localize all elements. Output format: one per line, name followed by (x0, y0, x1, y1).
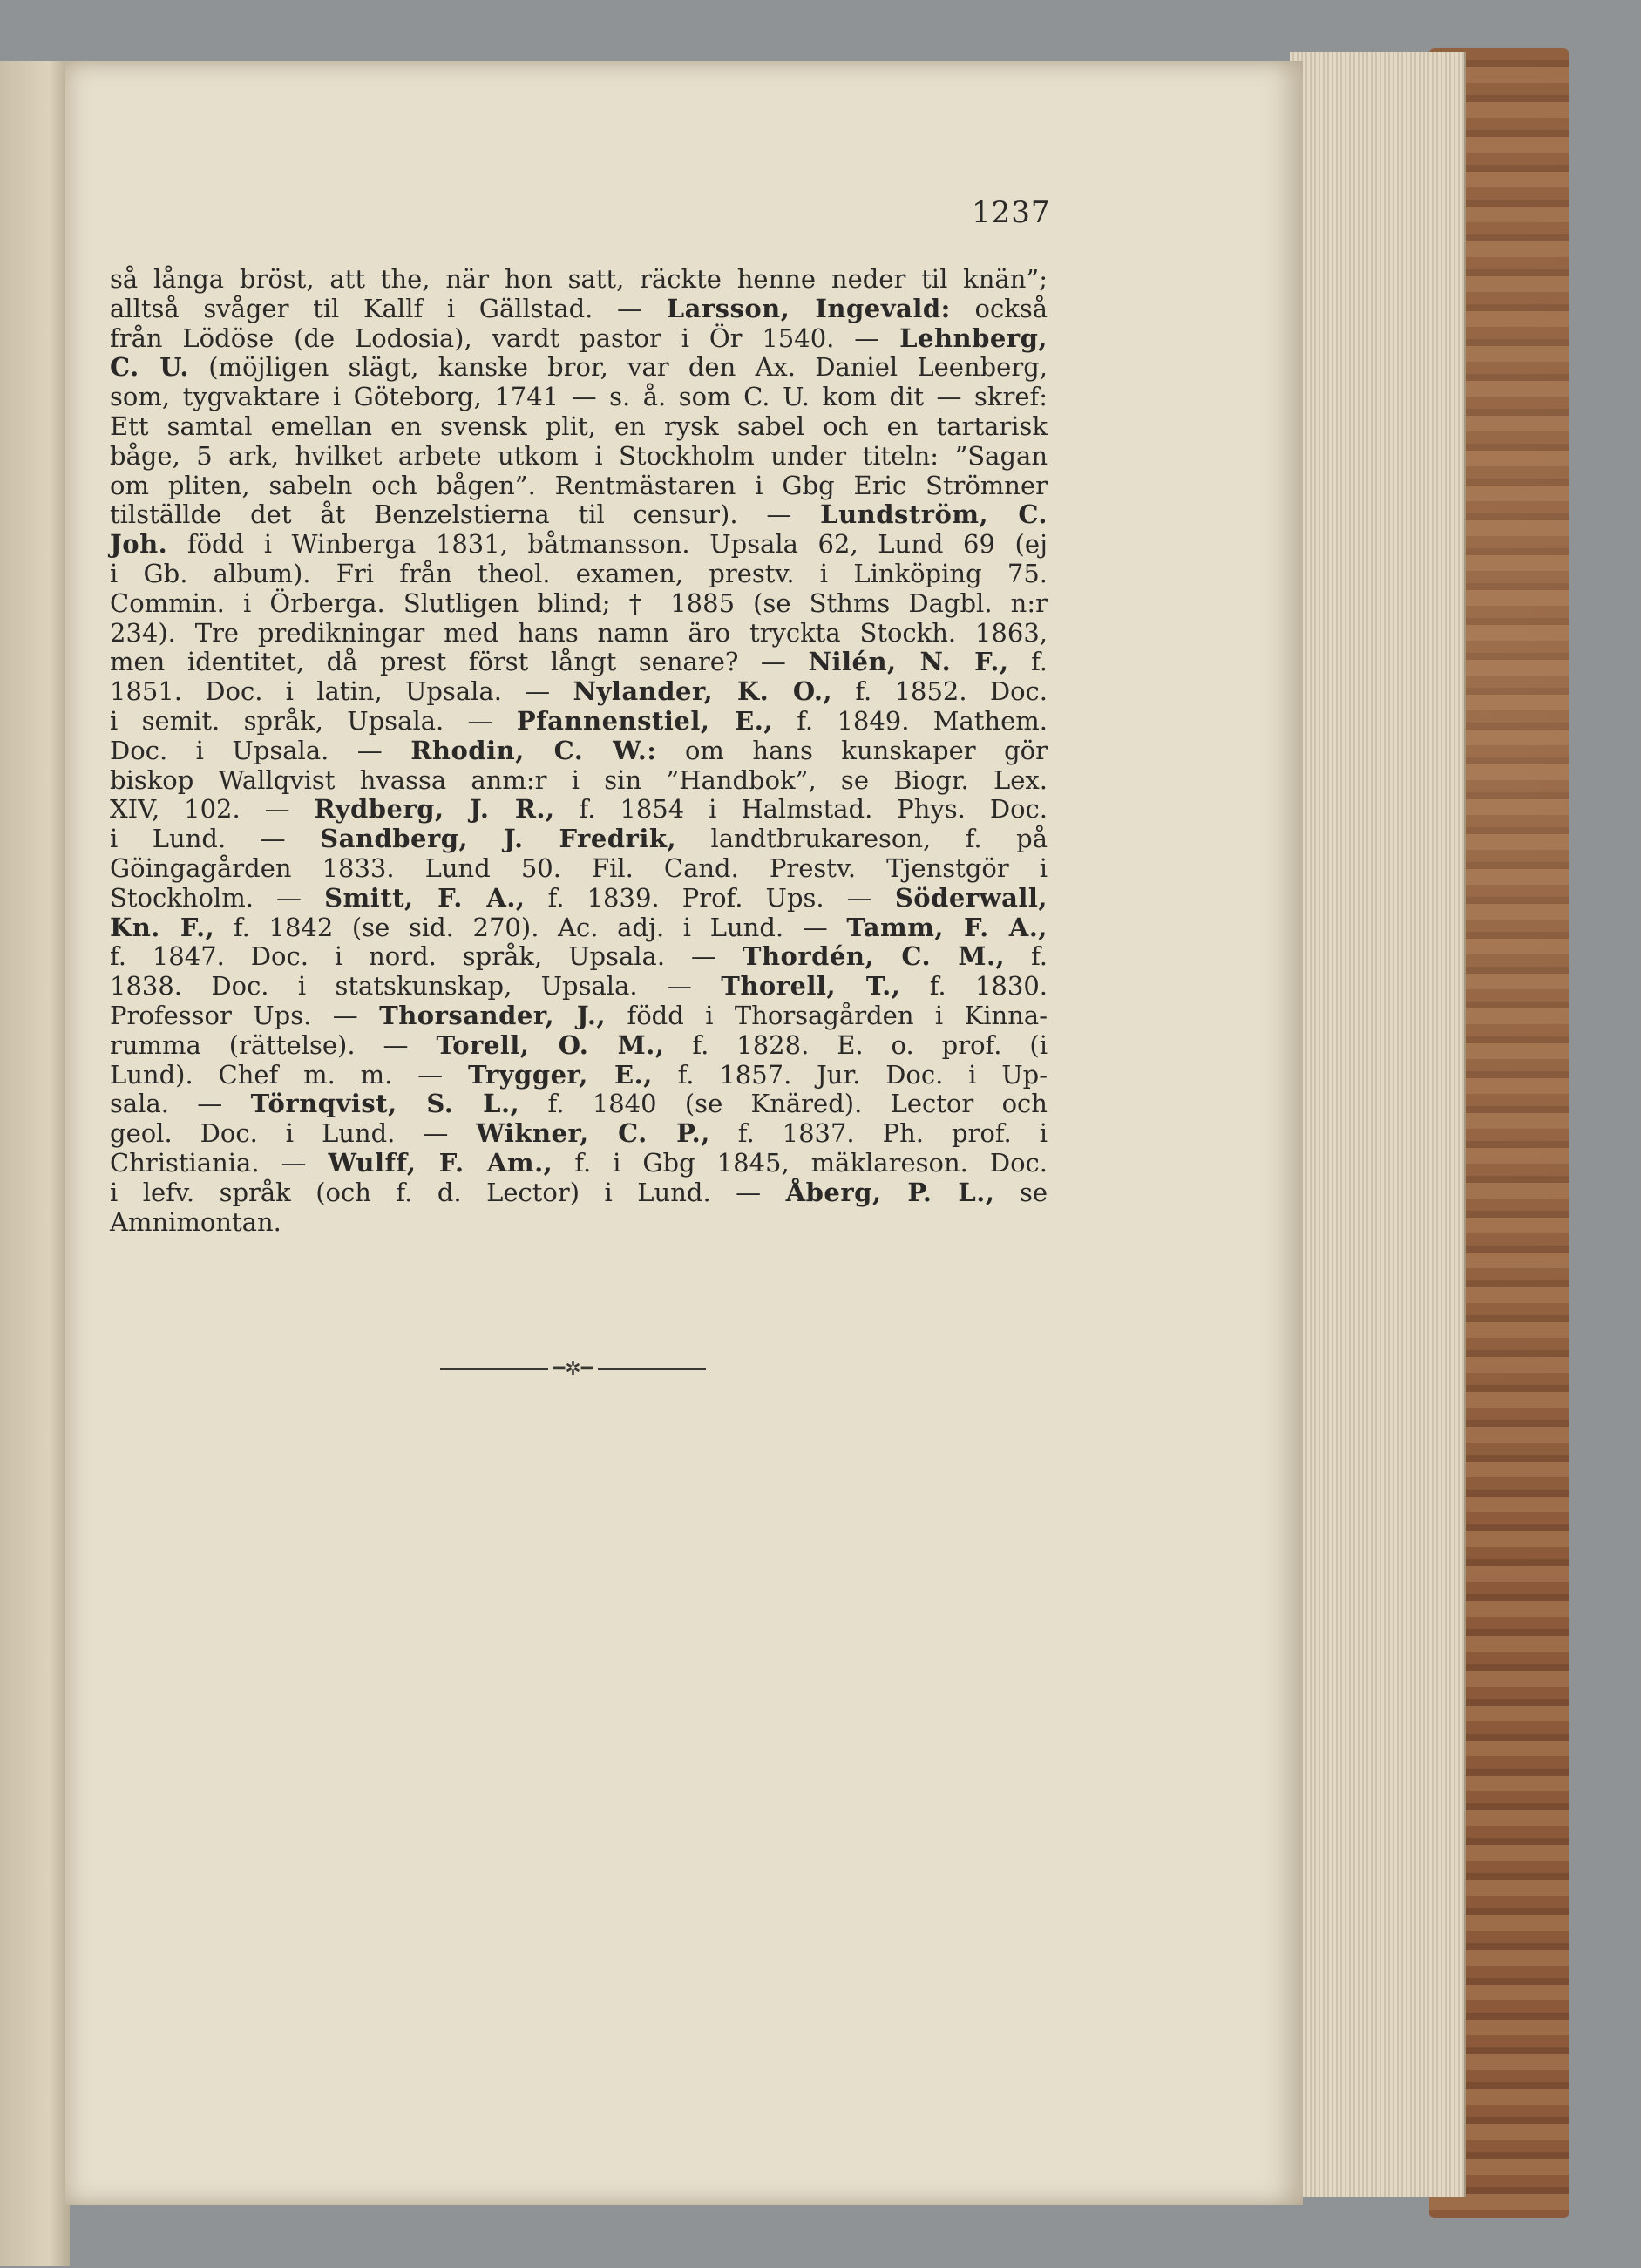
text-segment: f. 1837. Ph. prof. i (709, 1118, 1048, 1149)
entry-name: Thorsander, J., (379, 1000, 607, 1030)
text-segment: Christiania. — (110, 1147, 329, 1178)
text-segment: Göingagården 1833. Lund 50. Fil. Cand. Prestv. Tjenstgör i (110, 852, 1048, 883)
text-segment: Commin. i Örberga. Slutligen blind; † 1885 (se Sthms Dagbl. n:r (110, 587, 1048, 618)
entry-name: Nylander, K. O., (573, 676, 833, 707)
entry-name: Thordén, C. M., (742, 941, 1006, 972)
text-line (110, 560, 1048, 589)
text-segment: i Lund. — (110, 824, 321, 854)
text-line (110, 854, 1048, 884)
entry-name: Rydberg, J. R., (314, 794, 555, 825)
text-line (110, 412, 1048, 442)
text-segment: f. 1830. (900, 971, 1048, 1002)
text-segment: se (994, 1177, 1048, 1207)
text-segment: i Gb. album). Fri från theol. examen, prestv. i Linköping 75. (110, 558, 1048, 588)
page-number: 1237 (972, 195, 1051, 230)
text-line (110, 795, 1048, 825)
text-segment: om pliten, sabeln och bågen”. Rentmästaren i Gbg Eric Strömner (110, 470, 1048, 500)
text-line (110, 1149, 1048, 1178)
text-segment: f. (1008, 647, 1048, 677)
text-line (110, 677, 1048, 707)
entry-name: Torell, O. M., (436, 1029, 665, 1060)
text-segment: f. 1847. Doc. i nord. språk, Upsala. — (110, 941, 743, 972)
text-line (110, 265, 1048, 295)
entry-name: Wikner, C. P., (476, 1118, 710, 1149)
text-segment: rumma (rättelse). — (110, 1029, 437, 1060)
page-stack-edges (1290, 52, 1466, 2197)
text-segment: f. 1839. Prof. Ups. — (525, 882, 895, 913)
text-segment: 234). Tre predikningar med hans namn äro tryckta Stockh. 1863, (110, 617, 1048, 648)
entry-name: Törnqvist, S. L., (250, 1089, 520, 1119)
text-segment: 1838. Doc. i statskunskap, Upsala. — (110, 971, 722, 1002)
text-line (110, 1178, 1048, 1208)
entry-name: Smitt, F. A., (324, 882, 526, 913)
text-segment: som, tygvaktare i Göteborg, 1741 — s. å. som C. U. kom dit — skref: (110, 382, 1048, 412)
entry-name: Sandberg, J. Fredrik, (320, 824, 677, 854)
text-line (110, 383, 1048, 412)
text-segment: f. 1854 i Halmstad. Phys. Doc. (554, 794, 1048, 825)
text-line (110, 442, 1048, 472)
text-line (110, 472, 1048, 501)
entry-name: Söderwall, (894, 882, 1048, 913)
text-line (110, 500, 1048, 530)
text-line (110, 1119, 1048, 1149)
text-segment: f. 1840 (se Knäred). Lector och (519, 1089, 1048, 1119)
text-line (110, 324, 1048, 354)
text-line (110, 1208, 1048, 1238)
text-segment: f. 1852. Doc. (832, 676, 1048, 707)
text-segment: Professor Ups. — (110, 1000, 380, 1030)
text-line (110, 737, 1048, 766)
text-line (110, 589, 1048, 619)
text-segment: Amnimontan. (110, 1206, 281, 1237)
text-segment: landtbrukareson, f. på (676, 824, 1048, 854)
text-line (110, 353, 1048, 383)
text-segment: från Lödöse (de Lodosia), vardt pastor i Ör 1540. — (110, 323, 900, 353)
text-segment: Doc. i Upsala. — (110, 735, 411, 765)
text-line (110, 972, 1048, 1002)
entry-name: Tamm, F. A., (846, 912, 1048, 942)
text-segment: född i Winberga 1831, båtmansson. Upsala 62, Lund 69 (ej (167, 529, 1048, 560)
text-segment: geol. Doc. i Lund. — (110, 1118, 477, 1149)
entry-name: Kn. F., (110, 912, 215, 942)
text-segment: i lefv. språk (och f. d. Lector) i Lund. — (110, 1177, 786, 1207)
text-segment: om hans kunskaper gör (656, 735, 1048, 765)
text-line (110, 1090, 1048, 1119)
ornament-knot-icon: ━✲━ (553, 1358, 593, 1380)
text-segment: f. 1857. Jur. Doc. i Up- (652, 1059, 1048, 1090)
body-text (110, 265, 1048, 1237)
text-segment: så långa bröst, att the, när hon satt, räckte henne neder til knän”; (110, 264, 1048, 294)
text-segment: Ett samtal emellan en svensk plit, en rysk sabel och en tartarisk (110, 411, 1048, 441)
entry-name: Joh. (110, 529, 168, 560)
text-segment: f. 1842 (se sid. 270). Ac. adj. i Lund. — (214, 912, 847, 942)
text-segment: f. (1005, 941, 1048, 972)
entry-name: Pfannenstiel, E., (516, 705, 773, 736)
text-line (110, 825, 1048, 854)
entry-name: Thorell, T., (721, 971, 901, 1002)
end-ornament (440, 1358, 706, 1381)
text-segment: f. 1828. E. o. prof. (i (664, 1029, 1048, 1060)
text-line (110, 1031, 1048, 1061)
text-segment: XIV, 102. — (110, 794, 315, 825)
text-line (110, 766, 1048, 796)
text-segment: (möjligen slägt, kanske bror, var den Ax. Daniel Leenberg, (189, 352, 1048, 383)
text-segment: född i Thorsagården i Kinna- (606, 1000, 1048, 1030)
text-segment: tilställde det åt Benzelstierna til censur). — (110, 499, 821, 530)
entry-name: Larsson, Ingevald: (666, 293, 951, 323)
entry-name: Nilén, N. F., (808, 647, 1009, 677)
text-segment: biskop Wallqvist hvassa anm:r i sin ”Handbok”, se Biogr. Lex. (110, 764, 1048, 795)
text-segment: f. 1849. Mathem. (772, 705, 1048, 736)
left-page-edge (0, 61, 70, 2266)
text-segment: f. i Gbg 1845, mäklareson. Doc. (553, 1147, 1048, 1178)
text-line (110, 619, 1048, 648)
text-line (110, 884, 1048, 913)
text-segment: båge, 5 ark, hvilket arbete utkom i Stockholm under titeln: ”Sagan (110, 440, 1048, 471)
entry-name: Lehnberg, (899, 323, 1048, 353)
text-segment: men identitet, då prest först långt senare? — (110, 647, 809, 677)
ornament-rule-right (598, 1368, 706, 1370)
entry-name: Rhodin, C. W.: (410, 735, 657, 765)
text-segment: 1851. Doc. i latin, Upsala. — (110, 676, 573, 707)
text-line (110, 913, 1048, 943)
text-line (110, 295, 1048, 324)
text-segment: sala. — (110, 1089, 251, 1119)
ornament-rule-left (440, 1368, 548, 1370)
text-line (110, 1061, 1048, 1090)
entry-name: Trygger, E., (467, 1059, 653, 1090)
text-segment: också (950, 293, 1048, 323)
text-line (110, 707, 1048, 737)
text-segment: Stockholm. — (110, 882, 325, 913)
entry-name: Åberg, P. L., (785, 1177, 995, 1207)
text-segment: i semit. språk, Upsala. — (110, 705, 517, 736)
text-line (110, 530, 1048, 560)
text-segment: alltså svåger til Kallf i Gällstad. — (110, 293, 667, 323)
text-line (110, 1002, 1048, 1031)
text-segment: Lund). Chef m. m. — (110, 1059, 468, 1090)
text-line (110, 648, 1048, 677)
entry-name: Wulff, F. Am., (328, 1147, 553, 1178)
entry-name: C. U. (110, 352, 189, 383)
text-line (110, 942, 1048, 972)
entry-name: Lundström, C. (820, 499, 1048, 530)
